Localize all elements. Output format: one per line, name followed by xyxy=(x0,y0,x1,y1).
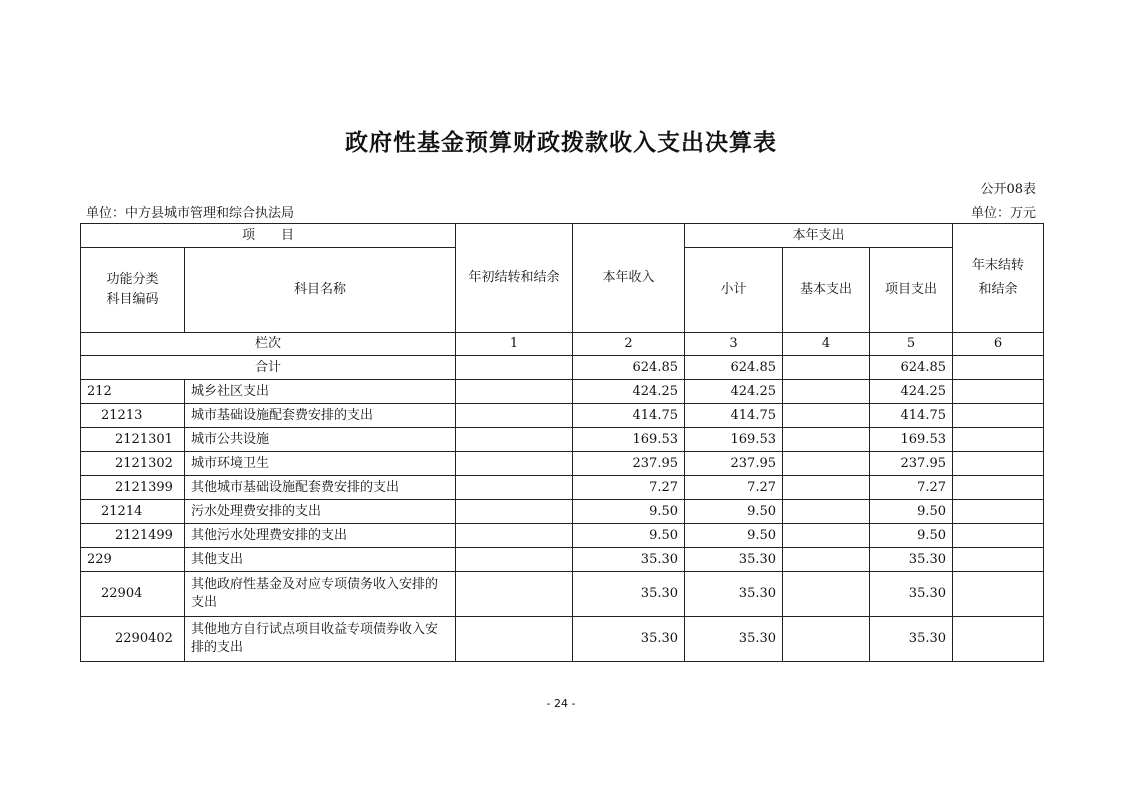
row-name: 城乡社区支出 xyxy=(185,380,456,404)
row-project: 169.53 xyxy=(870,428,953,452)
row-subtotal: 35.30 xyxy=(685,548,783,572)
row-code: 212 xyxy=(81,380,185,404)
row-project: 9.50 xyxy=(870,524,953,548)
header-item: 项 目 xyxy=(81,224,456,248)
header-code: 功能分类 科目编码 xyxy=(81,248,185,333)
row-income: 7.27 xyxy=(573,476,685,500)
page-title: 政府性基金预算财政拨款收入支出决算表 xyxy=(345,130,777,156)
row-code: 2290402 xyxy=(81,617,185,662)
row-project: 9.50 xyxy=(870,500,953,524)
row-project: 237.95 xyxy=(870,452,953,476)
page-number: - 24 - xyxy=(546,697,576,710)
index-2: 2 xyxy=(573,333,685,356)
header-name: 科目名称 xyxy=(185,248,456,333)
row-name: 其他支出 xyxy=(185,548,456,572)
row-code: 21213 xyxy=(81,404,185,428)
row-income: 9.50 xyxy=(573,500,685,524)
currency-unit: 单位：万元 xyxy=(970,206,1036,221)
total-subtotal: 624.85 xyxy=(685,356,783,380)
row-subtotal: 9.50 xyxy=(685,524,783,548)
index-6: 6 xyxy=(953,333,1044,356)
table-row xyxy=(81,572,1044,617)
row-subtotal: 9.50 xyxy=(685,500,783,524)
row-subtotal: 414.75 xyxy=(685,404,783,428)
total-begin-balance xyxy=(456,356,573,380)
row-income: 424.25 xyxy=(573,380,685,404)
row-project: 424.25 xyxy=(870,380,953,404)
row-subtotal: 7.27 xyxy=(685,476,783,500)
header-end-balance: 年末结转 和结余 xyxy=(953,224,1044,333)
header-expense-group: 本年支出 xyxy=(685,224,953,248)
row-name: 污水处理费安排的支出 xyxy=(185,500,456,524)
budget-table xyxy=(80,223,1044,662)
index-label: 栏次 xyxy=(81,333,456,356)
header-subtotal: 小计 xyxy=(685,248,783,333)
table-row xyxy=(81,524,1044,548)
table-row xyxy=(81,380,1044,404)
form-number: 公开08表 xyxy=(980,182,1036,197)
header-begin-balance: 年初结转和结余 xyxy=(456,224,573,333)
reporting-unit: 单位：中方县城市管理和综合执法局 xyxy=(86,206,295,221)
table-row xyxy=(81,476,1044,500)
row-project: 7.27 xyxy=(870,476,953,500)
row-subtotal: 35.30 xyxy=(685,617,783,662)
row-project: 35.30 xyxy=(870,548,953,572)
row-code: 2121302 xyxy=(81,452,185,476)
index-1: 1 xyxy=(456,333,573,356)
row-income: 414.75 xyxy=(573,404,685,428)
row-income: 35.30 xyxy=(573,548,685,572)
row-income: 169.53 xyxy=(573,428,685,452)
row-project: 35.30 xyxy=(870,572,953,617)
row-subtotal: 169.53 xyxy=(685,428,783,452)
total-basic xyxy=(783,356,870,380)
table-row xyxy=(81,617,1044,662)
row-subtotal: 237.95 xyxy=(685,452,783,476)
table-row xyxy=(81,404,1044,428)
row-code: 21214 xyxy=(81,500,185,524)
row-name: 其他污水处理费安排的支出 xyxy=(185,524,456,548)
row-subtotal: 424.25 xyxy=(685,380,783,404)
row-name: 其他地方自行试点项目收益专项债券收入安排的支出 xyxy=(185,617,456,662)
row-code: 229 xyxy=(81,548,185,572)
row-project: 414.75 xyxy=(870,404,953,428)
header-income: 本年收入 xyxy=(573,224,685,333)
row-code: 2121399 xyxy=(81,476,185,500)
row-income: 35.30 xyxy=(573,572,685,617)
index-4: 4 xyxy=(783,333,870,356)
row-name: 其他城市基础设施配套费安排的支出 xyxy=(185,476,456,500)
total-label: 合计 xyxy=(81,356,456,380)
row-name: 其他政府性基金及对应专项债务收入安排的支出 xyxy=(185,572,456,617)
index-5: 5 xyxy=(870,333,953,356)
total-income: 624.85 xyxy=(573,356,685,380)
index-3: 3 xyxy=(685,333,783,356)
row-income: 35.30 xyxy=(573,617,685,662)
row-code: 22904 xyxy=(81,572,185,617)
row-name: 城市环境卫生 xyxy=(185,452,456,476)
row-name: 城市公共设施 xyxy=(185,428,456,452)
row-name: 城市基础设施配套费安排的支出 xyxy=(185,404,456,428)
table-row xyxy=(81,548,1044,572)
header-project: 项目支出 xyxy=(870,248,953,333)
row-income: 237.95 xyxy=(573,452,685,476)
header-basic: 基本支出 xyxy=(783,248,870,333)
row-code: 2121301 xyxy=(81,428,185,452)
table-row xyxy=(81,452,1044,476)
row-project: 35.30 xyxy=(870,617,953,662)
row-code: 2121499 xyxy=(81,524,185,548)
table-row xyxy=(81,500,1044,524)
total-end-balance xyxy=(953,356,1044,380)
row-subtotal: 35.30 xyxy=(685,572,783,617)
table-row xyxy=(81,428,1044,452)
total-project: 624.85 xyxy=(870,356,953,380)
total-row xyxy=(81,356,1044,380)
row-income: 9.50 xyxy=(573,524,685,548)
